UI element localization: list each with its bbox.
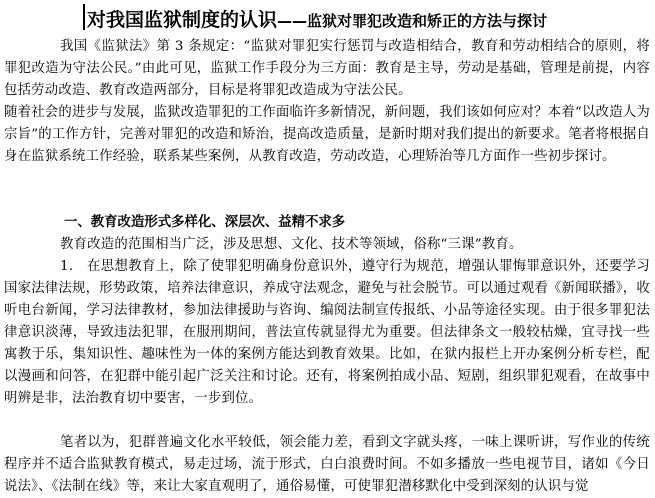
document-title (87, 5, 547, 32)
title-subtitle: 监狱对罪犯改造和矫正的方法与探讨 (307, 12, 548, 30)
paragraph-1: 我国《监狱法》第 3 条规定：“监狱对罪犯实行惩罚与改造相结合，教育和劳动相结合的原则，将罪犯改造为守法公民。”由此可见，监狱工作手段分为三方面：教育是主导，劳动是基础，管理是前提，内容包括劳动改造、教育改造两部分，目标是将罪犯改造成为守法公民。 (4, 39, 650, 98)
paragraph-2: 随着社会的进步与发展，监狱改造罪犯的工作面临许多新情况，新问题，我们该如何应对？本着“以改造人为宗旨”的工作方针，完善对罪犯的改造和矫治，提高改造质量，是新时期对我们提出的新要求。笔者将根据自身在监狱系统工作经验，联系某些案例，从教育改造，劳动改造，心理矫治等几方面作一些初步探讨。 (4, 105, 650, 164)
title-main: 对我国监狱制度的认识 (87, 9, 278, 31)
text-cursor (83, 4, 85, 30)
paragraph-5: 笔者以为，犯群普遍文化水平较低，领会能力差，看到文字就头疼，一味上课听讲，写作业的传统程序并不适合监狱教育模式，易走过场，流于形式，白白浪费时间。不如多播放一些电视节目，诸如《今日说法》、《法制在线》等，来让大家直观明了，通俗易懂，可使罪犯潜移默化中受到深刻的认识与觉 (4, 435, 650, 494)
paragraph-4: 1. 在思想教育上，除了使罪犯明确身份意识外，遵守行为规范，增强认罪悔罪意识外，还要学习国家法律法规，形势政策，培养法律意识，养成守法观念，避免与社会脱节。可以通过观看《新闻联播》，收听电台新闻，学习法律教材，参加法律援助与咨询、编阅法制宣传报纸、小品等途径实现。由于很多罪犯法律意识淡薄，导致违法犯罪，在服刑期间，普法宣传就显得尤为重要。但法律条文一般较枯燥，宜寻找一些寓教于乐，集知识性、趣味性为一体的案例方能达到教育效果。比如，在狱内报栏上开办案例分析专栏，配以漫画和问答，在犯群中能引起广泛关注和讨论。还有，将案例拍成小品、短剧，组织罪犯观看，在故事中明辨是非，法治教育切中要害，一步到位。 (4, 259, 650, 406)
title-dash: —— (277, 12, 308, 30)
section-heading-1: 一、教育改造形式多样化、深层次、益精不求多 (64, 215, 346, 230)
paragraph-3: 教育改造的范围相当广泛，涉及思想、文化、技术等领域，俗称“三课”教育。 (60, 237, 523, 252)
